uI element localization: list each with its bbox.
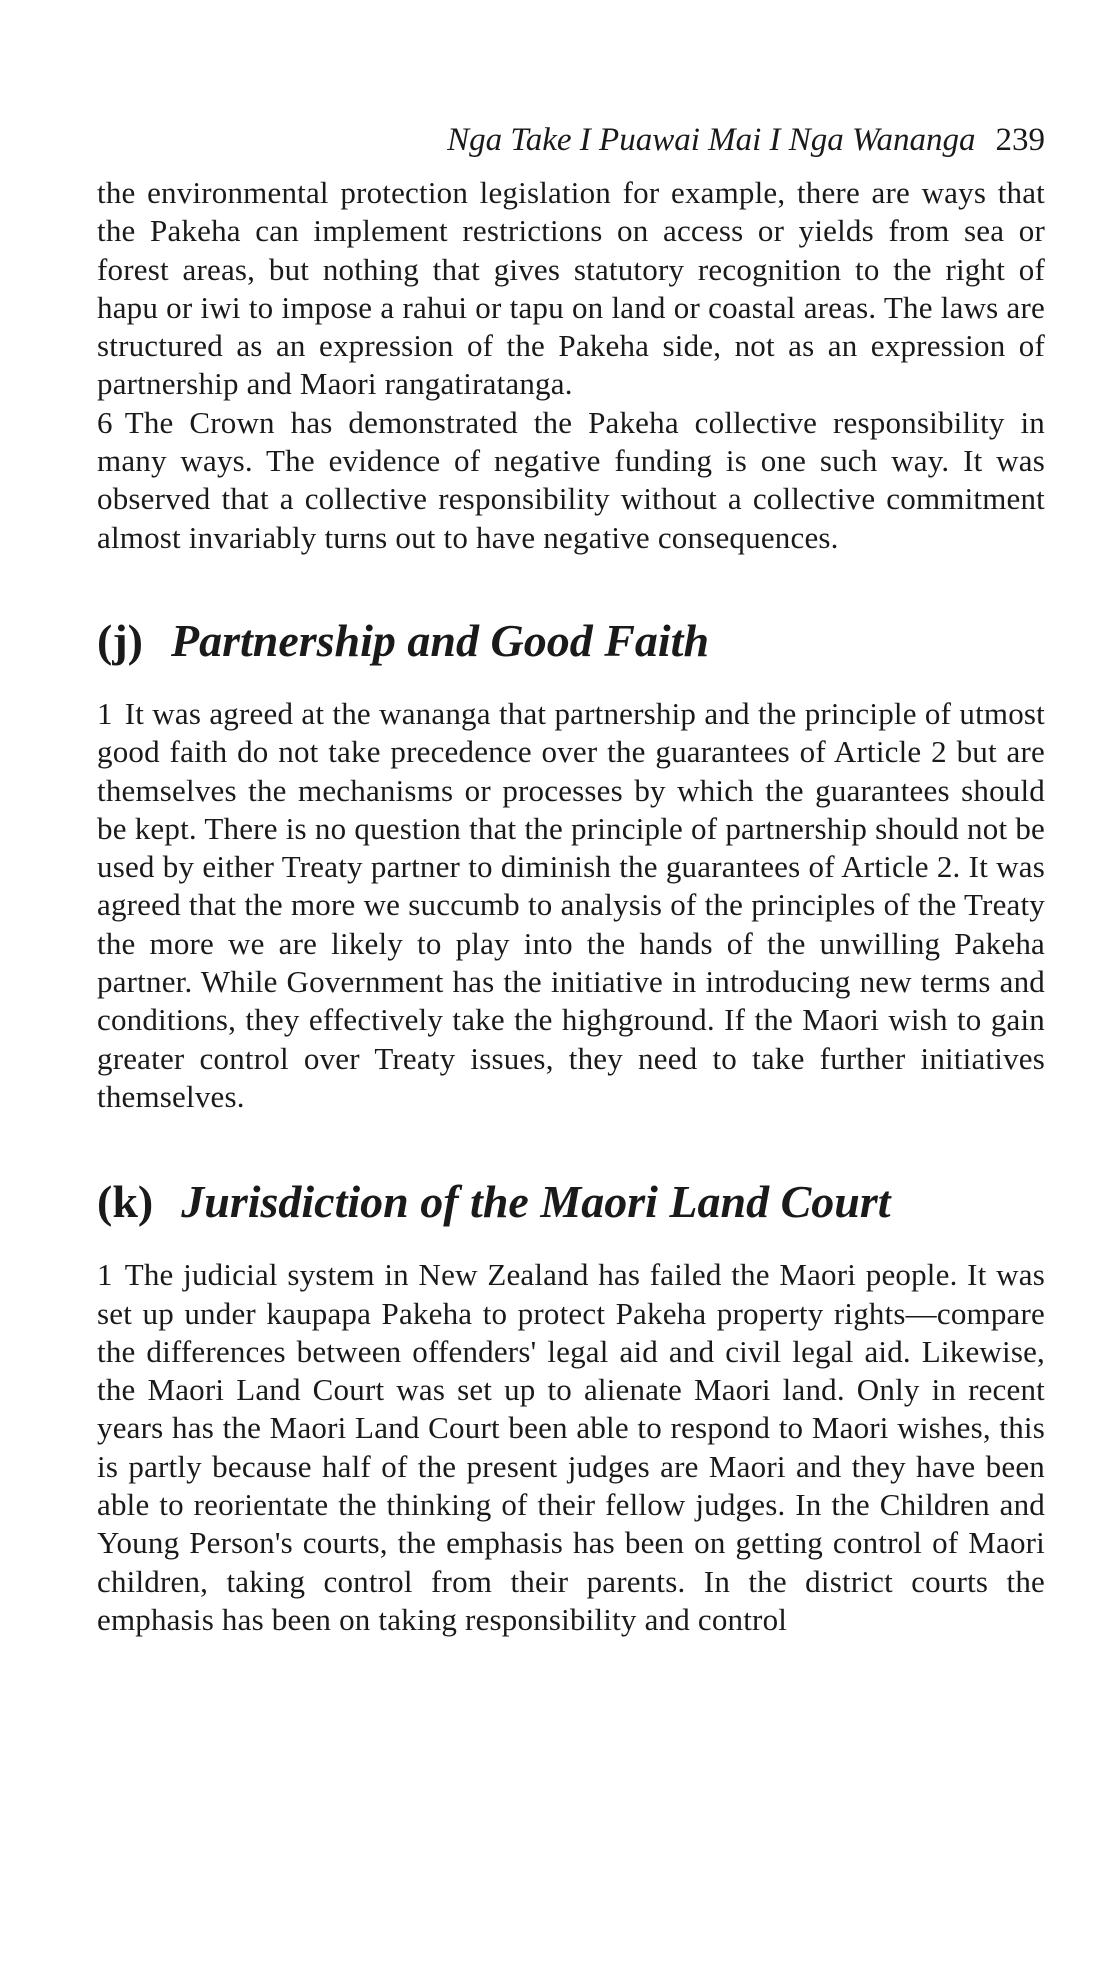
running-header	[97, 120, 1045, 160]
item-number: 6	[97, 404, 113, 440]
section-letter: (k)	[97, 1176, 154, 1228]
paragraph-item-6	[97, 404, 1045, 557]
book-page	[97, 120, 1045, 1639]
item-text: The Crown has demonstrated the Pakeha collective responsibility in many ways. The evidence of negative funding is one such way. It was observed that a collective responsibility without a collective commitment almost invariably turns out to have negative consequences.	[97, 404, 1045, 555]
paragraph-intro: the environmental protection legislation for example, there are ways that the Pakeha can implement restrictions on access or yields from sea or forest areas, but nothing that gives statutory recognition to the right of hapu or iwi to impose a rahui or tapu on land or coastal areas. The laws are structured as an expression of the Pakeha side, not as an expression of partnership and Maori rangatiratanga.	[97, 175, 1045, 402]
item-text: The judicial system in New Zealand has failed the Maori people. It was set up under kaupapa Pakeha to protect Pakeha property rights—compare the differences between offenders' legal aid and civil legal aid. Likewise, the Maori Land Court was set up to alienate Maori land. Only in recent years has the Maori Land Court been able to respond to Maori wishes, this is partly because half of the present judges are Maori and they have been able to reorientate the thinking of their fellow judges. In the Children and Young Person's courts, the emphasis has been on getting control of Maori children, taking control from their parents. In the district courts the emphasis has been on taking responsibility and control	[97, 1257, 1045, 1637]
section-title: Partnership and Good Faith	[170, 614, 710, 666]
section-letter: (j)	[97, 614, 143, 666]
section-heading-j	[97, 613, 1045, 669]
section-heading-k	[97, 1174, 1045, 1230]
item-text: It was agreed at the wananga that partnership and the principle of utmost good faith do not take precedence over the guarantees of Article 2 but are themselves the mechanisms or processes by which the guarantees should be kept. There is no question that the principle of partnership should not be used by either Treaty partner to diminish the guarantees of Article 2. It was agreed that the more we succumb to analysis of the principles of the Treaty the more we are likely to play into the hands of the unwilling Pakeha partner. While Government has the initiative in introducing new terms and conditions, they effectively take the highground. If the Maori wish to gain greater control over Treaty issues, they need to take further initiatives themselves.	[97, 695, 1045, 1114]
paragraph-j-item-1	[97, 695, 1045, 1116]
page-number: 239	[995, 122, 1045, 158]
section-title: Jurisdiction of the Maori Land Court	[181, 1176, 891, 1228]
paragraph-k-item-1	[97, 1256, 1045, 1639]
item-number: 1	[97, 695, 113, 731]
item-number: 1	[97, 1257, 113, 1293]
running-title: Nga Take I Puawai Mai I Nga Wananga	[447, 122, 976, 158]
